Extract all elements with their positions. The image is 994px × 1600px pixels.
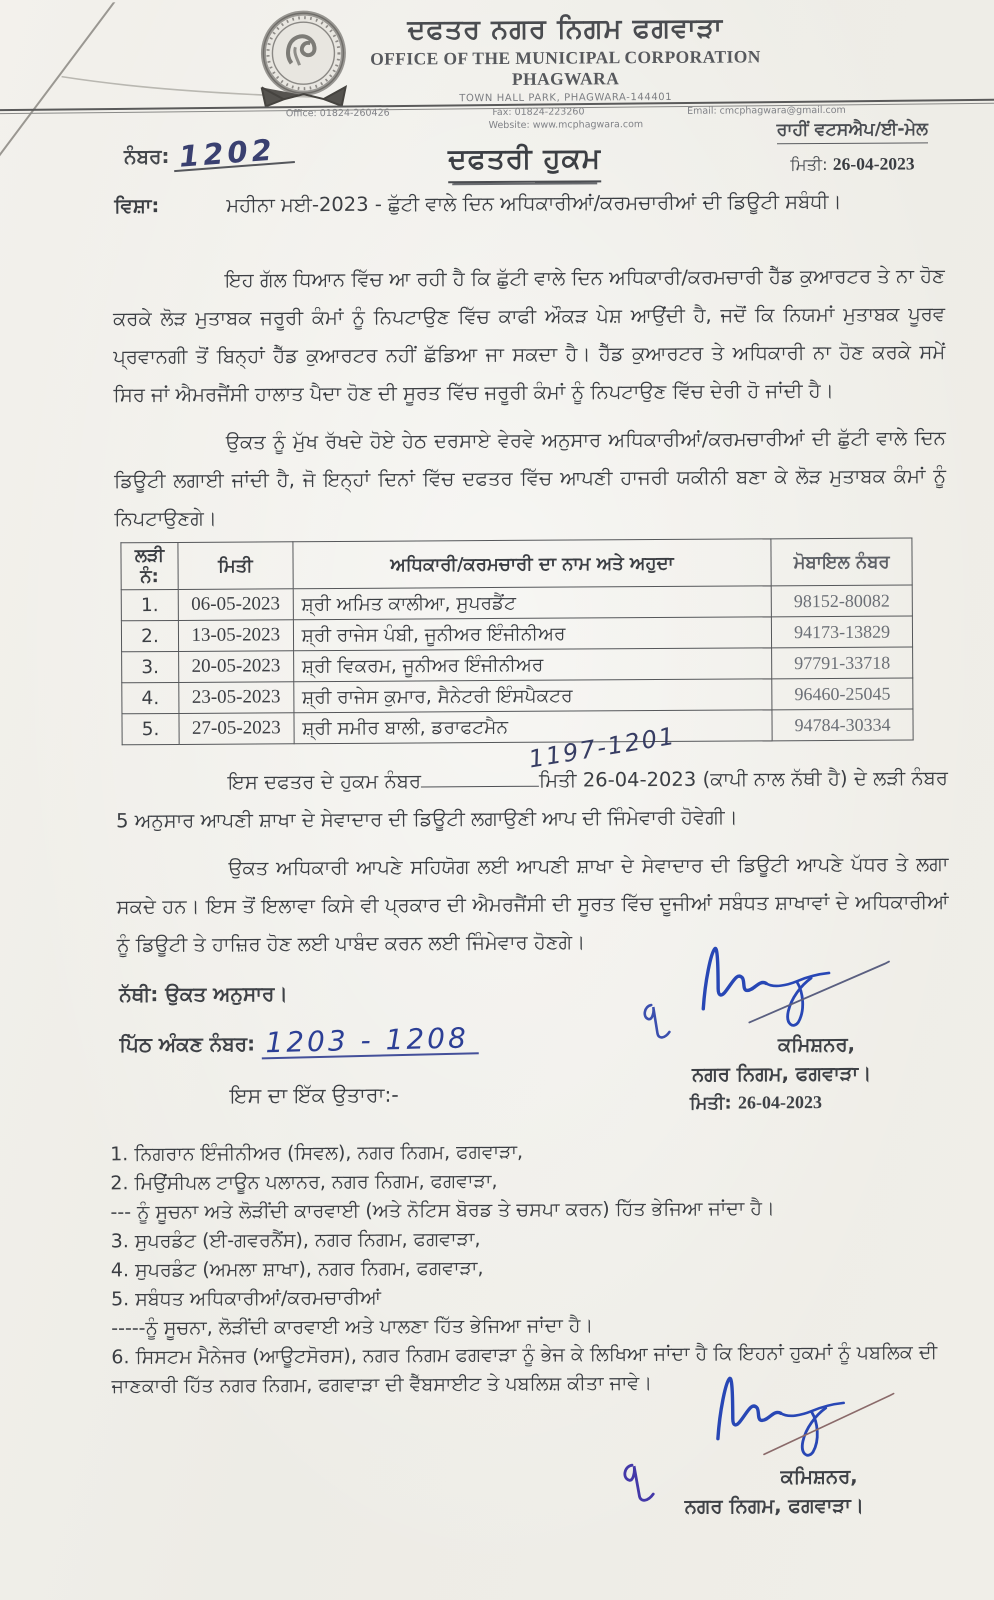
cell-mobile: 98152-80082: [771, 585, 912, 617]
order-ref-text-after: ਮਿਤੀ 26-04-2023 (ਕਾਪੀ ਨਾਲ ਨੱਥੀ ਹੈ) ਦੇ ਲੜੀ ਨੰਬਰ 5 ਅਨੁਸਾਰ ਆਪਣੀ ਸ਼ਾਖਾ ਦੇ ਸੇਵਾਦਾਰ ਦੀ ਡਿਊਟੀ ਲਗਾਉਣੀ ਆਪ ਦੀ ਜਿੰਮੇਵਾਰੀ ਹੋਵੇਗੀ।: [116, 765, 948, 832]
cell-name: ਸ਼੍ਰੀ ਸਮੀਰ ਬਾਲੀ, ਡਰਾਫਟਮੈਨ: [294, 710, 773, 744]
via-whatsapp-email-label: ਰਾਹੀਂ ਵਟਸਐਪ/ਈ-ਮੇਲ: [777, 119, 928, 144]
cell-mobile: 96460-25045: [772, 678, 913, 710]
col-serial-header: ਲੜੀ ਨੰ:: [121, 542, 178, 589]
subject-text: ਮਹੀਨਾ ਮਈ-2023 - ਛੁੱਟੀ ਵਾਲੇ ਦਿਨ ਅਧਿਕਾਰੀਆਂ/ਕਰਮਚਾਰੀਆਂ ਦੀ ਡਿਊਟੀ ਸਬੰਧੀ।: [226, 189, 842, 217]
table-row: [121, 585, 912, 621]
cell-mobile: 94784-30334: [772, 709, 913, 741]
cell-serial: 2.: [121, 620, 178, 651]
date-value: 26-04-2023: [832, 153, 915, 174]
date-label: ਮਿਤੀ:: [790, 154, 828, 175]
copy-item-note-1: --- ਨੂੰ ਸੂਚਨਾ ਅਤੇ ਲੋੜੀਂਦੀ ਕਾਰਵਾਈ (ਅਤੇ ਨੋਟਿਸ ਬੋਰਡ ਤੇ ਚਸਪਾ ਕਰਨ) ਹਿੱਤ ਭੇਜਿਆ ਜਾਂਦਾ ਹੈ।: [110, 1197, 775, 1224]
cell-mobile: 94173-13829: [772, 616, 913, 648]
signer-designation: ਕਮਿਸ਼ਨਰ,: [780, 1464, 858, 1489]
copy-item-2: 2. ਮਿਉਂਸੀਪਲ ਟਾਊਨ ਪਲਾਨਰ, ਨਗਰ ਨਿਗਮ, ਫਗਵਾੜਾ,: [110, 1170, 498, 1195]
cell-date: 23-05-2023: [179, 682, 294, 714]
initials-mark-icon: [616, 1457, 660, 1515]
body-paragraph-2: ਉਕਤ ਨੂੰ ਮੁੱਖ ਰੱਖਦੇ ਹੋਏ ਹੇਠ ਦਰਸਾਏ ਵੇਰਵੇ ਅਨੁਸਾਰ ਅਧਿਕਾਰੀਆਂ/ਕਰਮਚਾਰੀਆਂ ਦੀ ਛੁੱਟੀ ਵਾਲੇ ਦਿਨ ਡਿਊਟੀ ਲਗਾਈ ਜਾਂਦੀ ਹੈ, ਜੋ ਇਨ੍ਹਾਂ ਦਿਨਾਂ ਵਿੱਚ ਦਫਤਰ ਵਿੱਚ ਆਪਣੀ ਹਾਜਰੀ ਯਕੀਨੀ ਬਣਾ ਕੇ ਲੋੜ ਮੁਤਾਬਕ ਕੰਮਾਂ ਨੂੰ ਨਿਪਟਾਉਣਗੇ।: [113, 425, 947, 530]
copy-item-4: 4. ਸੁਪਰਡੰਟ (ਅਮਲਾ ਸ਼ਾਖਾ), ਨਗਰ ਨਿਗਮ, ਫਗਵਾੜਾ,: [110, 1257, 484, 1282]
signer-organization: ਨਗਰ ਨਿਗਮ, ਫਗਵਾੜਾ।: [684, 1493, 865, 1518]
copy-item-5: 5. ਸਬੰਧਤ ਅਧਿਕਾਰੀਆਂ/ਕਰਮਚਾਰੀਆਂ: [110, 1286, 382, 1311]
cell-mobile: 97791-33718: [772, 647, 913, 679]
org-address: TOWN HALL PARK, PHAGWARA-144401: [459, 91, 673, 105]
ref-number-handwritten: 1202: [173, 135, 295, 172]
cell-date: 20-05-2023: [179, 651, 294, 683]
duty-roster-table: [120, 537, 913, 745]
cell-date: 27-05-2023: [179, 713, 294, 745]
cell-serial: 1.: [121, 589, 178, 620]
copy-item-1: 1. ਨਿਗਰਾਨ ਇੰਜੀਨੀਅਰ (ਸਿਵਲ), ਨਗਰ ਨਿਗਮ, ਫਗਵਾੜਾ,: [110, 1140, 524, 1166]
copy-item-6: 6. ਸਿਸਟਮ ਮੈਨੇਜਰ (ਆਊਟਸੋਰਸ), ਨਗਰ ਨਿਗਮ ਫਗਵਾੜਾ ਨੂੰ ਭੇਜ ਕੇ ਲਿਖਿਆ ਜਾਂਦਾ ਹੈ ਕਿ ਇਹਨਾਂ ਹੁਕਮਾਂ ਨੂੰ ਪਬਲਿਕ ਦੀ ਜਾਣਕਾਰੀ ਹਿੱਤ ਨਗਰ ਨਿਗਮ, ਫਗਵਾੜਾ ਦੀ ਵੈੱਬਸਾਈਟ ਤੇ ਪਬਲਿਸ਼ ਕੀਤਾ ਜਾਵੇ।: [111, 1341, 938, 1397]
table-row: [122, 647, 913, 683]
subject-label: ਵਿਸ਼ਾ:: [114, 194, 160, 218]
contact-email: Email: cmcphagwara@gmail.com: [687, 104, 846, 117]
table-row: [122, 678, 913, 714]
initials-mark-icon: [637, 999, 677, 1051]
order-ref-text-before: ਇਸ ਦਫਤਰ ਦੇ ਹੁਕਮ ਨੰਬਰ: [227, 768, 422, 794]
signer-organization: ਨਗਰ ਨਿਗਮ, ਫਗਵਾੜਾ।: [691, 1061, 872, 1086]
signer-date-label: ਮਿਤੀ:: [689, 1092, 732, 1114]
ref-number-label: ਨੰਬਰ:: [123, 143, 170, 169]
order-number-blank: [421, 721, 679, 787]
signer-date-value: 26-04-2023: [737, 1092, 822, 1113]
contact-fax: Fax: 01824-223260: [492, 106, 585, 119]
col-date-header: ਮਿਤੀ: [178, 542, 293, 590]
copy-distribution-list: [110, 1135, 958, 1401]
commissioner-signature-icon: [703, 1365, 994, 1463]
contact-website: Website: www.mcphagwara.com: [488, 119, 644, 132]
copy-distribution-heading: ਇਸ ਦਾ ਇੱਕ ਉਤਾਰਾ:-: [229, 1082, 399, 1108]
org-name-english: OFFICE OF THE MUNICIPAL CORPORATION PHAGWARA: [370, 46, 761, 89]
col-mobile-header: ਮੋਬਾਇਲ ਨੰਬਰ: [771, 538, 912, 586]
endorsement-number-handwritten: 1203 - 1208: [261, 1026, 479, 1059]
contact-office: Office: 01824-260426: [285, 107, 390, 120]
attachment-note: ਨੱਥੀ: ਉਕਤ ਅਨੁਸਾਰ।: [119, 981, 288, 1007]
copy-item-note-2: -----ਨੂੰ ਸੂਚਨਾ, ਲੋੜੀਂਦੀ ਕਾਰਵਾਈ ਅਤੇ ਪਾਲਣਾ ਹਿੱਤ ਭੇਜਿਆ ਜਾਂਦਾ ਹੈ।: [111, 1314, 594, 1340]
signer-designation: ਕਮਿਸ਼ਨਰ,: [777, 1032, 856, 1057]
cell-name: ਸ਼੍ਰੀ ਰਾਜੇਸ ਪੰਬੀ, ਜੂਨੀਅਰ ਇੰਜੀਨੀਅਰ: [293, 617, 772, 651]
table-header-row: [121, 538, 912, 590]
cell-name: ਸ਼੍ਰੀ ਰਾਜੇਸ ਕੁਮਾਰ, ਸੈਨੇਟਰੀ ਇੰਸਪੈਕਟਰ: [293, 679, 772, 713]
cell-serial: 5.: [122, 713, 179, 744]
cell-name: ਸ਼੍ਰੀ ਅਮਿਤ ਕਾਲੀਆ, ਸੁਪਰਡੈਂਟ: [293, 586, 772, 620]
endorsement-label: ਪਿੱਠ ਅੰਕਣ ਨੰਬਰ:: [119, 1031, 256, 1057]
copy-item-3: 3. ਸੁਪਰਡੰਟ (ਈ-ਗਵਰਨੈਂਸ), ਨਗਰ ਨਿਗਮ, ਫਗਵਾੜਾ,: [110, 1228, 481, 1253]
cell-serial: 3.: [122, 651, 179, 682]
cell-date: 06-05-2023: [178, 589, 293, 621]
org-name-punjabi: ਦਫਤਰ ਨਗਰ ਨਿਗਮ ਫਗਵਾੜਾ: [407, 12, 724, 46]
body-paragraph-4: ਉਕਤ ਅਧਿਕਾਰੀ ਆਪਣੇ ਸਹਿਯੋਗ ਲਈ ਆਪਣੀ ਸ਼ਾਖਾ ਦੇ ਸੇਵਾਦਾਰ ਦੀ ਡਿਊਟੀ ਆਪਣੇ ਪੱਧਰ ਤੇ ਲਗਾ ਸਕਦੇ ਹਨ। ਇਸ ਤੋਂ ਇਲਾਵਾ ਕਿਸੇ ਵੀ ਪ੍ਰਕਾਰ ਦੀ ਐਮਰਜੈਂਸੀ ਦੀ ਸੂਰਤ ਵਿੱਚ ਦੂਜੀਆਂ ਸਬੰਧਤ ਸ਼ਾਖਾਵਾਂ ਦੇ ਅਧਿਕਾਰੀਆਂ ਨੂੰ ਡਿਊਟੀ ਤੇ ਹਾਜ਼ਿਰ ਹੋਣ ਲਈ ਪਾਬੰਦ ਕਰਨ ਲਈ ਜਿੰਮੇਵਾਰ ਹੋਣਗੇ।: [116, 851, 949, 956]
table-row: [121, 616, 912, 652]
document-title: ਦਫਤਰੀ ਹੁਕਮ: [448, 141, 601, 183]
col-name-header: ਅਧਿਕਾਰੀ/ਕਰਮਚਾਰੀ ਦਾ ਨਾਮ ਅਤੇ ਅਹੁਦਾ: [293, 539, 772, 589]
cell-name: ਸ਼੍ਰੀ ਵਿਕਰਮ, ਜੂਨੀਅਰ ਇੰਜੀਨੀਅਰ: [293, 648, 772, 682]
table-row: [122, 709, 913, 745]
cell-date: 13-05-2023: [178, 620, 293, 652]
commissioner-signature-icon: [689, 937, 994, 1031]
cell-serial: 4.: [122, 682, 179, 713]
order-number-handwritten: 1197-1201: [526, 721, 679, 773]
body-paragraph-1: ਇਹ ਗੱਲ ਧਿਆਨ ਵਿੱਚ ਆ ਰਹੀ ਹੈ ਕਿ ਛੁੱਟੀ ਵਾਲੇ ਦਿਨ ਅਧਿਕਾਰੀ/ਕਰਮਚਾਰੀ ਹੈੱਡ ਕੁਆਰਟਰ ਤੇ ਨਾ ਹੋਣ ਕਰਕੇ ਲੋੜ ਮੁਤਾਬਕ ਜਰੂਰੀ ਕੰਮਾਂ ਨੂੰ ਨਿਪਟਾਉਣ ਵਿੱਚ ਕਾਫੀ ਔਕੜ ਪੇਸ਼ ਆਉਂਦੀ ਹੈ, ਜਦੋਂ ਕਿ ਨਿਯਮਾਂ ਮੁਤਾਬਕ ਪੂਰਵ ਪ੍ਰਵਾਨਗੀ ਤੋਂ ਬਿਨ੍ਹਾਂ ਹੈੱਡ ਕੁਆਰਟਰ ਨਹੀਂ ਛੱਡਿਆ ਜਾ ਸਕਦਾ ਹੈ। ਹੈੱਡ ਕੁਆਰਟਰ ਤੇ ਅਧਿਕਾਰੀ ਨਾ ਹੋਣ ਕਰਕੇ ਸਮੇਂ ਸਿਰ ਜਾਂ ਐਮਰਜੈਂਸੀ ਹਾਲਾਤ ਪੈਦਾ ਹੋਣ ਦੀ ਸੂਰਤ ਵਿੱਚ ਜਰੂਰੀ ਕੰਮਾਂ ਨੂੰ ਨਿਪਟਾਉਣ ਵਿੱਚ ਦੇਰੀ ਹੋ ਜਾਂਦੀ ਹੈ।: [112, 263, 946, 406]
